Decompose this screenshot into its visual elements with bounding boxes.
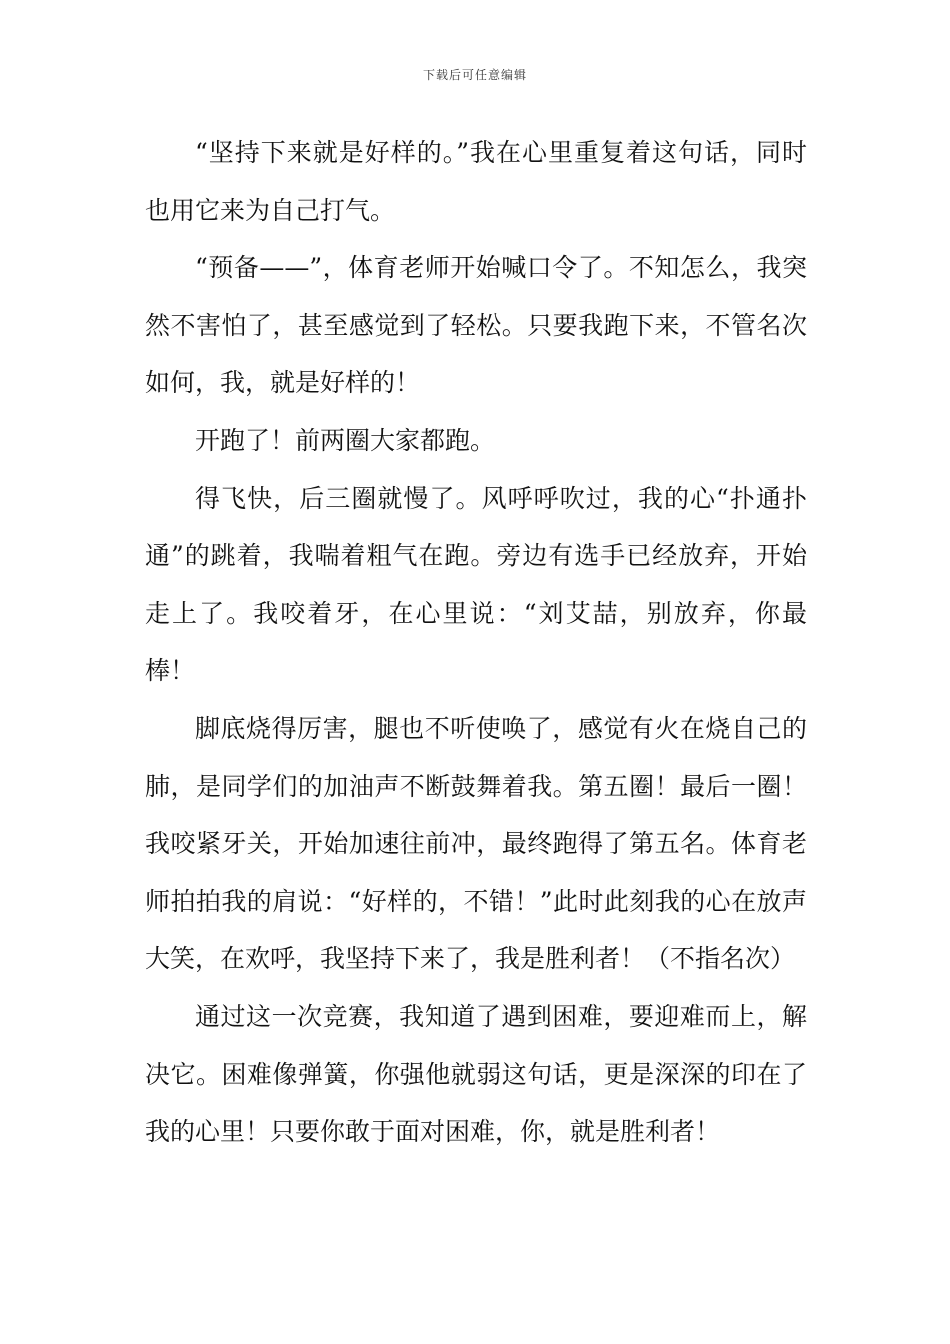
paragraph-2: “预备——”，体育老师开始喊口令了。不知怎么，我突然不害怕了，甚至感觉到了轻松。只要我跑下来，不管名次如何，我，就是好样的！ [145, 253, 807, 398]
paragraph-5: 脚底烧得厉害，腿也不听使唤了，感觉有火在烧自己的肺，是同学们的加油声不断鼓舞着我。第五圈！最后一圈！我咬紧牙关，开始加速往前冲，最终跑得了第五名。体育老师拍拍我的肩说：“好样的，不错！”此时此刻我的心在放声大笑，在欢呼，我坚持下来了，我是胜利者！（不指名次） [145, 713, 807, 974]
paragraph-6: 通过这一次竞赛，我知道了遇到困难，要迎难而上，解决它。困难像弹簧，你强他就弱这句话，更是深深的印在了我的心里！只要你敢于面对困难，你，就是胜利者！ [145, 1001, 807, 1147]
page-header: 下载后可任意编辑 [422, 68, 527, 82]
paragraph-4: 得飞快，后三圈就慢了。风呼呼吹过，我的心“扑通扑通”的跳着，我喘着粗气在跑。旁边有选手已经放弃，开始走上了。我咬着牙，在心里说：“刘艾喆，别放弃，你最棒！ [145, 483, 807, 686]
paragraph-1: “坚持下来就是好样的。”我在心里重复着这句话，同时也用它来为自己打气。 [145, 138, 807, 225]
paragraph-3: 开跑了！前两圈大家都跑。 [195, 425, 496, 455]
document-body [145, 124, 807, 1161]
